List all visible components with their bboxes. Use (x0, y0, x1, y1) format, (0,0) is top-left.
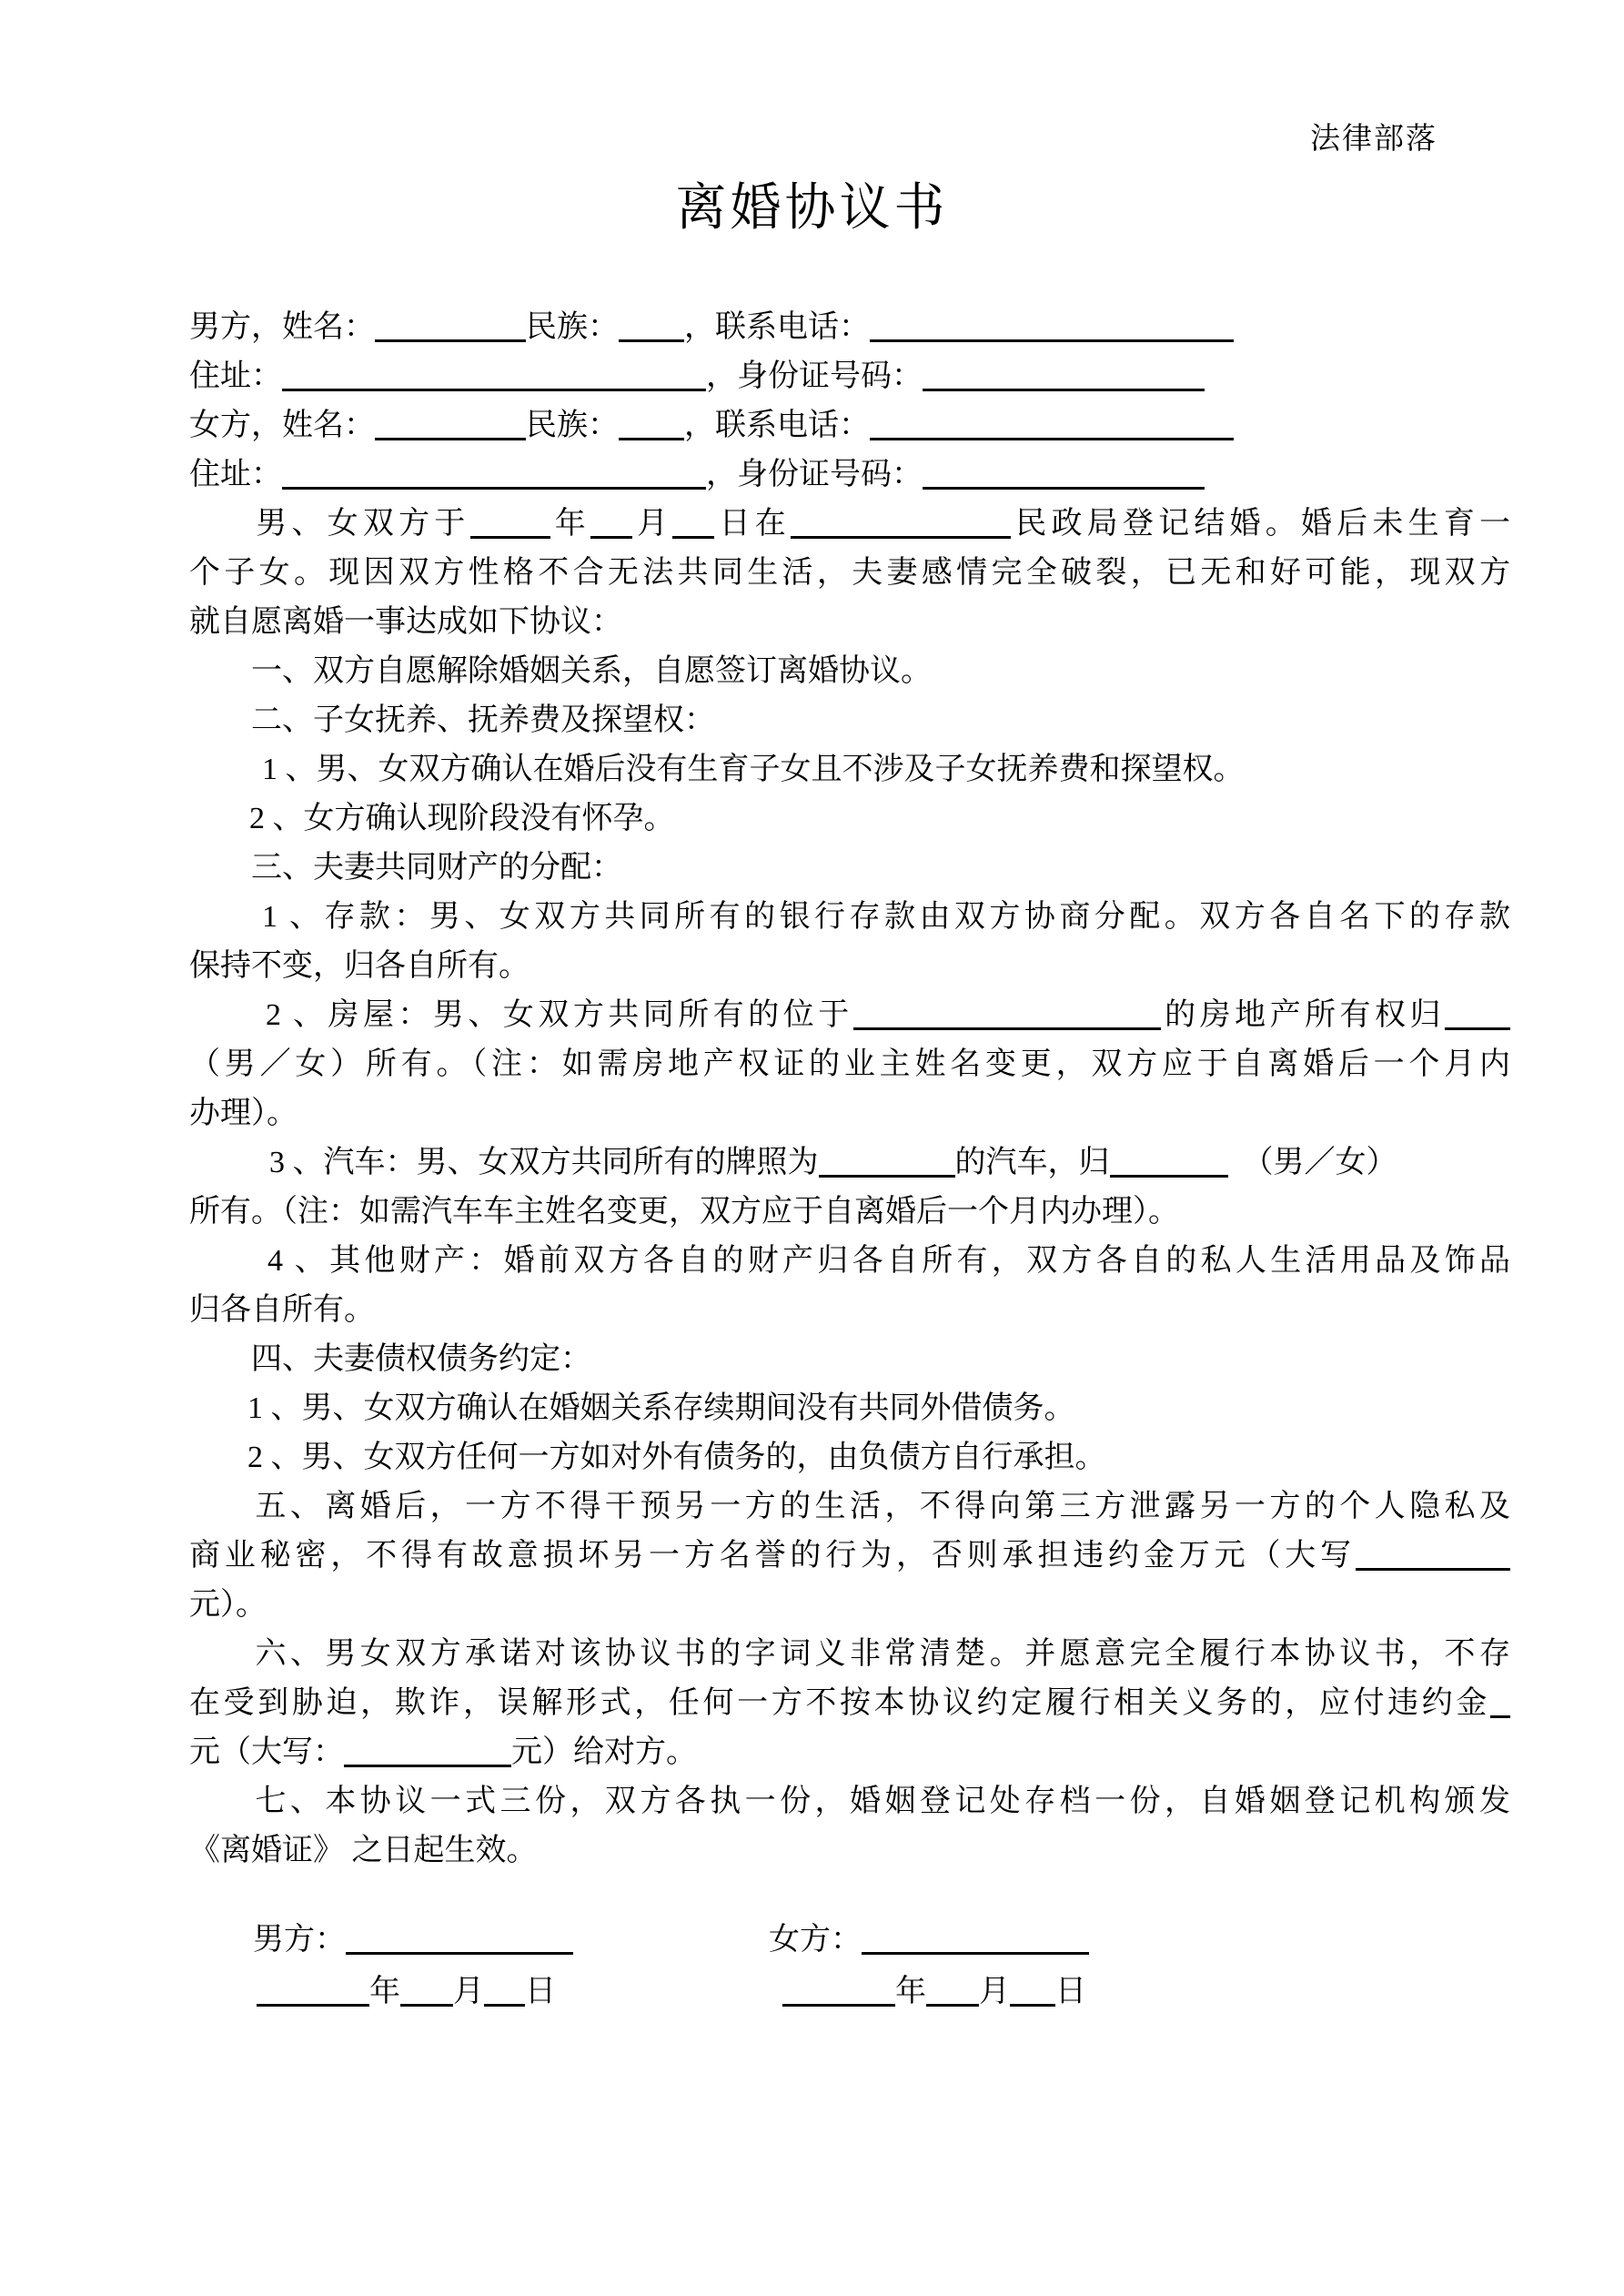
indent-gap (189, 1810, 251, 1811)
blank-underline (344, 1734, 511, 1767)
text-run: 民族： (526, 310, 619, 344)
indent-gap (189, 1171, 269, 1172)
clause-7a (189, 1777, 1510, 1826)
blank-underline (346, 1921, 573, 1955)
text-run: 元）给对方。 (511, 1735, 697, 1769)
text-run: 归各自所有。 (189, 1293, 375, 1327)
text-run: 男、女双方于 (251, 507, 470, 541)
female-address-line (189, 450, 1510, 500)
clause-4-heading (189, 1335, 1510, 1384)
indent-gap (556, 2000, 782, 2001)
blank-underline (590, 505, 632, 539)
text-run: 三、夫妻共同财产的分配： (251, 851, 622, 885)
indent-gap (189, 827, 249, 828)
blank-underline (470, 505, 550, 539)
clause-6c (189, 1728, 1510, 1777)
indent-gap (189, 1515, 251, 1516)
text-run: 1 、男、女双方确认在婚姻关系存续期间没有共同外借债务。 (247, 1391, 1075, 1425)
text-run: 年 (550, 507, 590, 541)
text-run: 住址： (189, 458, 282, 491)
clause-2-heading (189, 696, 1510, 745)
text-run: 日 (525, 1975, 556, 2008)
clause-1 (189, 647, 1510, 696)
blank-underline (1356, 1537, 1510, 1571)
text-run: 月 (631, 507, 673, 541)
clause-5a (189, 1482, 1510, 1532)
text-run: 女方： (769, 1923, 862, 1957)
indent-gap (189, 1663, 251, 1664)
blank-underline (782, 1973, 895, 2007)
clause-3-heading (189, 844, 1510, 893)
text-run: 保持不变，归各自所有。 (189, 949, 530, 983)
text-run: 2 、房屋：男、女双方共同所有的位于 (266, 998, 853, 1032)
indent-gap (573, 1948, 769, 1949)
text-run: 4 、其他财产：婚前双方各自的财产归各自所有，双方各自的私人生活用品及饰品 (267, 1244, 1510, 1278)
text-run: 2 、女方确认现阶段没有怀孕。 (249, 802, 675, 835)
text-run: 个子女。现因双方性格不合无法共同生活，夫妻感情完全破裂，已无和好可能，现双方 (189, 556, 1510, 590)
indent-gap (189, 778, 262, 779)
male-party-line (189, 303, 1510, 352)
clause-3-item-1a (189, 893, 1510, 942)
text-run: 四、夫妻债权债务约定： (251, 1342, 591, 1376)
blank-underline (1110, 1144, 1228, 1178)
blank-underline (870, 308, 1234, 342)
blank-underline (926, 1973, 979, 2007)
text-run: 七、本协议一式三份，双方各执一份，婚姻登记处存档一份，自婚姻登记机构颁发 (251, 1785, 1510, 1818)
text-run: 办理）。 (189, 1097, 298, 1130)
clause-4-item-1 (189, 1384, 1510, 1433)
text-run: 1 、存款：男、女双方共同所有的银行存款由双方协商分配。双方各自名下的存款 (262, 900, 1510, 934)
text-run: ，联系电话： (684, 310, 870, 344)
clause-3-item-3b (189, 1188, 1510, 1237)
indent-gap (189, 1269, 267, 1270)
signature-date-line (189, 1966, 1510, 2018)
female-party-line (189, 401, 1510, 450)
text-run: 的房地产所有权归 (1160, 998, 1445, 1032)
preamble-line-3 (189, 598, 1510, 647)
text-run: 住址： (189, 359, 282, 393)
text-run: 民族： (526, 409, 619, 442)
clause-5c (189, 1581, 1510, 1630)
blank-underline (853, 996, 1161, 1030)
clause-2-item-2 (189, 794, 1510, 844)
text-run: 商业秘密，不得有故意损坏另一方名誉的行为，否则承担违约金万元（大写 (189, 1539, 1356, 1573)
blank-underline (375, 407, 526, 440)
male-address-line (189, 352, 1510, 401)
text-run: 男方： (253, 1923, 346, 1957)
document-body (189, 303, 1510, 2018)
indent-gap (189, 680, 251, 681)
clause-6b (189, 1679, 1510, 1728)
blank-underline (923, 358, 1205, 391)
clause-6a (189, 1630, 1510, 1679)
text-run: 3 、汽车：男、女双方共同所有的牌照为 (269, 1146, 819, 1179)
text-run: 元）。 (189, 1588, 267, 1622)
text-run: 六、男女双方承诺对该协议书的字词义非常清楚。并愿意完全履行本协议书，不存 (251, 1637, 1510, 1671)
indent-gap (1228, 1171, 1243, 1172)
blank-underline (923, 456, 1205, 490)
blank-underline (375, 308, 526, 342)
text-run: （男／女）所有。（注：如需房地产权证的业主姓名变更，双方应于自离婚后一个月内 (189, 1047, 1510, 1081)
blank-underline (619, 407, 684, 440)
blank-underline (257, 1973, 369, 2007)
clause-3-item-4a (189, 1237, 1510, 1286)
blank-underline (1445, 996, 1510, 1030)
document-title: 离婚协议书 (675, 180, 949, 237)
indent-gap (189, 532, 251, 533)
text-run: 月 (453, 1975, 484, 2008)
text-run: 1 、男、女双方确认在婚后没有生育子女且不涉及子女抚养费和探望权。 (262, 753, 1245, 786)
text-run: 一、双方自愿解除婚姻关系，自愿签订离婚协议。 (251, 654, 932, 688)
text-run: 男方，姓名： (189, 310, 375, 344)
text-run: 日 (1055, 1975, 1086, 2008)
indent-gap (189, 1024, 266, 1025)
clause-3-item-4b (189, 1286, 1510, 1335)
text-run: 年 (369, 1975, 400, 2008)
indent-gap (189, 925, 262, 926)
clause-2-item-1 (189, 745, 1510, 794)
text-run: 就自愿离婚一事达成如下协议： (189, 605, 622, 639)
text-run: ，身份证号码： (706, 359, 923, 393)
blank-underline (791, 505, 1011, 539)
text-run: 月 (979, 1975, 1010, 2008)
clause-7b (189, 1826, 1510, 1876)
text-run: 所有。（注：如需汽车车主姓名变更，双方应于自离婚后一个月内办理）。 (189, 1195, 1179, 1229)
text-run: 二、子女抚养、抚养费及探望权： (251, 703, 715, 737)
clause-4-item-2 (189, 1433, 1510, 1482)
indent-gap (189, 876, 251, 877)
text-run: ，身份证号码： (706, 458, 923, 491)
clause-3-item-1b (189, 942, 1510, 991)
blank-underline (484, 1973, 525, 2007)
text-run: 的汽车，归 (954, 1146, 1110, 1179)
text-run: （男／女） (1242, 1146, 1397, 1179)
blank-underline (400, 1973, 453, 2007)
blank-underline (1490, 1684, 1510, 1718)
text-run: 2 、男、女双方任何一方如对外有债务的，由负债方自行承担。 (247, 1441, 1106, 1474)
text-run: ，联系电话： (684, 409, 870, 442)
text-run: 在受到胁迫，欺诈，误解形式，任何一方不按本协议约定履行相关义务的，应付违约金 (189, 1686, 1490, 1720)
indent-gap (189, 1466, 247, 1467)
blank-underline (672, 505, 714, 539)
text-run: 民政局登记结婚。婚后未生育一 (1011, 507, 1511, 541)
blank-underline (1010, 1973, 1055, 2007)
blank-underline (619, 308, 684, 342)
indent-gap (189, 1368, 251, 1369)
clause-3-item-2c (189, 1089, 1510, 1138)
marriage-registration-line (189, 500, 1510, 549)
clause-3-item-3a (189, 1138, 1510, 1188)
clause-3-item-2a (189, 991, 1510, 1040)
blank-underline (862, 1921, 1089, 1955)
indent-gap (189, 2000, 257, 2001)
watermark-text: 法律部落 (1310, 123, 1437, 156)
clause-5b (189, 1532, 1510, 1581)
text-run: 女方，姓名： (189, 409, 375, 442)
text-run: 年 (895, 1975, 926, 2008)
text-run: 日在 (714, 507, 792, 541)
blank-underline (282, 358, 706, 391)
blank-underline (870, 407, 1234, 440)
blank-underline (282, 456, 706, 490)
text-run: 五、离婚后，一方不得干预另一方的生活，不得向第三方泄露另一方的个人隐私及 (251, 1490, 1510, 1523)
text-run: 《离婚证》 之日起生效。 (189, 1834, 538, 1867)
indent-gap (189, 729, 251, 730)
clause-3-item-2b (189, 1040, 1510, 1089)
blank-underline (819, 1144, 955, 1178)
preamble-line-2 (189, 549, 1510, 598)
signature-name-line (189, 1914, 1510, 1966)
indent-gap (189, 1417, 247, 1418)
indent-gap (189, 1948, 253, 1949)
text-run: 元（大写： (189, 1735, 344, 1769)
